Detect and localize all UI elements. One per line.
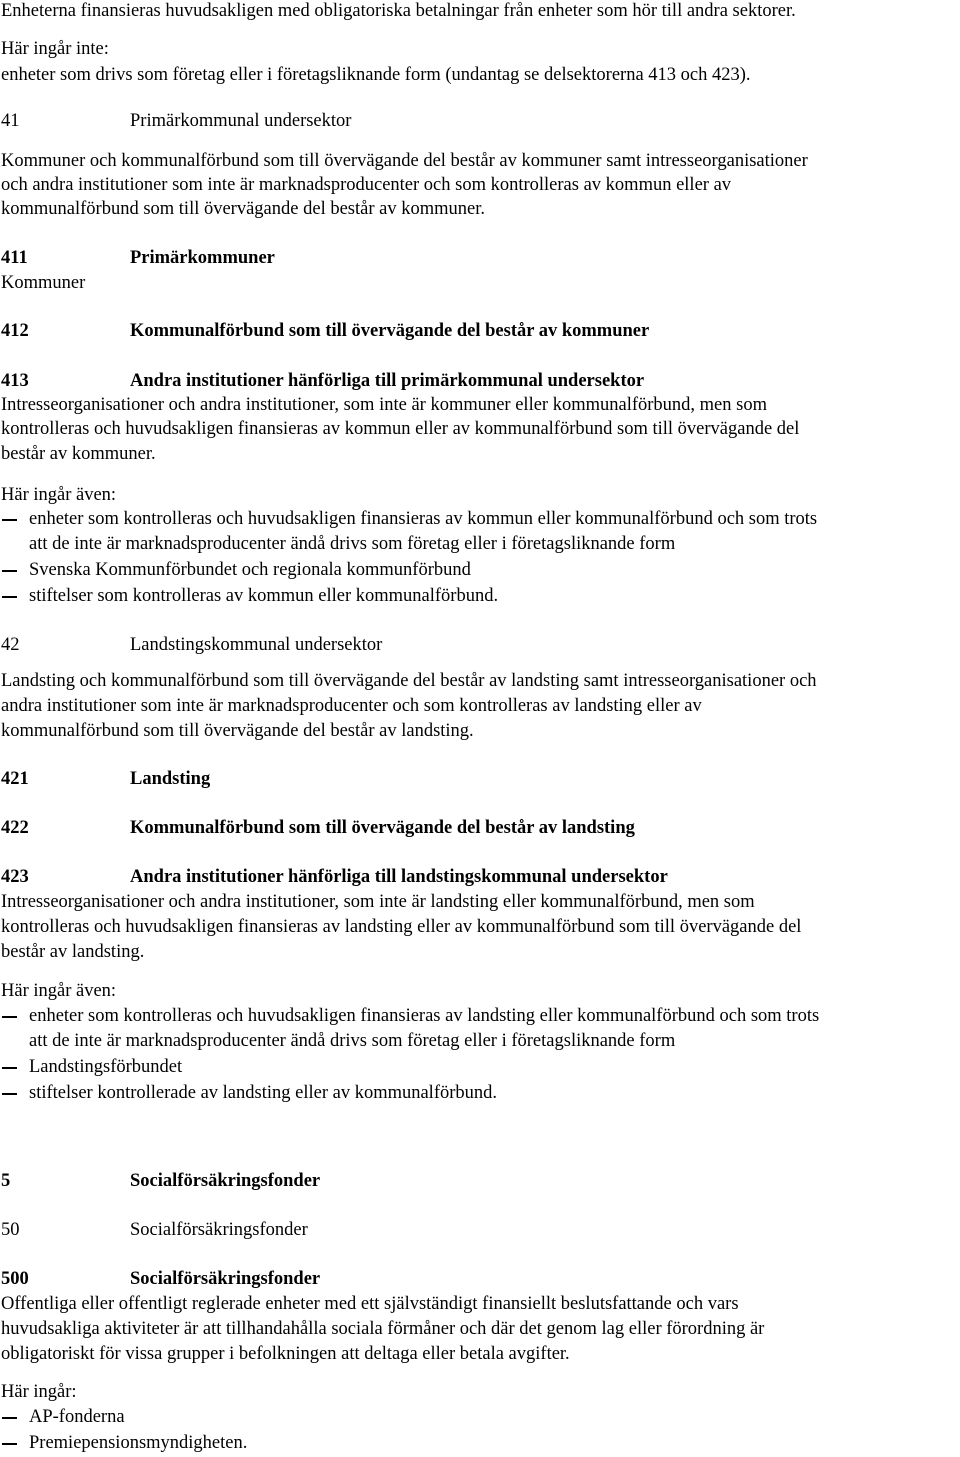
list-item: enheter som kontrolleras och huvudsakligen finansieras av kommun eller kommunalförbund och som trots xyxy=(29,509,818,529)
section-423-text: består av landsting. xyxy=(1,942,145,962)
section-42-text: andra institutioner som inte är marknadsproducenter och som kontrolleras av landsting eller av xyxy=(1,696,702,716)
section-41-text: kommunalförbund som till övervägande del består av kommuner. xyxy=(1,199,485,219)
section-412-number: 412 xyxy=(1,321,29,341)
inclusion-label: Här ingår: xyxy=(1,1382,77,1402)
section-423-text: kontrolleras och huvudsakligen finansieras av landsting eller av kommunalförbund som till övervägande del xyxy=(1,917,802,937)
section-413-title: Andra institutioner hänförliga till primärkommunal undersektor xyxy=(130,371,645,391)
section-413-text: består av kommuner. xyxy=(1,444,156,464)
section-412-title: Kommunalförbund som till övervägande del består av kommuner xyxy=(130,321,650,341)
section-42-text: Landsting och kommunalförbund som till övervägande del består av landsting samt intresseorganisationer och xyxy=(1,671,817,691)
list-item: Premiepensionsmyndigheten. xyxy=(29,1433,248,1453)
section-423-number: 423 xyxy=(1,867,29,887)
section-41-number: 41 xyxy=(1,111,20,131)
list-item: AP-fonderna xyxy=(29,1407,125,1427)
section-41-text: Kommuner och kommunalförbund som till övervägande del består av kommuner samt intresseorganisationer xyxy=(1,151,808,171)
dash-bullet xyxy=(2,596,17,598)
list-item-continuation: att de inte är marknadsproducenter ändå drivs som företag eller i företagsliknande form xyxy=(29,1031,676,1051)
section-500-number: 500 xyxy=(1,1269,29,1289)
section-5-number: 5 xyxy=(1,1171,11,1191)
section-500-text: Offentliga eller offentligt reglerade enheter med ett självständigt finansiellt beslutsfattande och vars xyxy=(1,1294,739,1314)
section-42-number: 42 xyxy=(1,635,20,655)
section-41-title: Primärkommunal undersektor xyxy=(130,111,352,131)
section-422-number: 422 xyxy=(1,818,29,838)
section-41-text: och andra institutioner som inte är marknadsproducenter och som kontrolleras av kommun eller av xyxy=(1,175,732,195)
section-411-number: 411 xyxy=(1,248,28,268)
section-413-number: 413 xyxy=(1,371,29,391)
dash-bullet xyxy=(2,1417,17,1419)
inclusion-label: Här ingår även: xyxy=(1,485,117,505)
section-5-title: Socialförsäkringsfonder xyxy=(130,1171,321,1191)
section-42-title: Landstingskommunal undersektor xyxy=(130,635,383,655)
dash-bullet xyxy=(2,1093,17,1095)
section-411-title: Primärkommuner xyxy=(130,248,275,268)
section-500-title: Socialförsäkringsfonder xyxy=(130,1269,321,1289)
list-item: Svenska Kommunförbundet och regionala kommunförbund xyxy=(29,560,471,580)
inclusion-label: Här ingår även: xyxy=(1,981,117,1001)
dash-bullet xyxy=(2,519,17,521)
section-422-title: Kommunalförbund som till övervägande del består av landsting xyxy=(130,818,635,838)
list-item: enheter som kontrolleras och huvudsakligen finansieras av landsting eller kommunalförbund och som trots xyxy=(29,1006,820,1026)
section-50-number: 50 xyxy=(1,1220,20,1240)
section-50-title: Socialförsäkringsfonder xyxy=(130,1220,308,1240)
dash-bullet xyxy=(2,1016,17,1018)
section-421-number: 421 xyxy=(1,769,29,789)
section-500-text: obligatoriskt för vissa grupper i befolkningen att deltaga eller betala avgifter. xyxy=(1,1344,570,1364)
section-500-text: huvudsakliga aktiviteter är att tillhandahålla sociala förmåner och där det genom lag eller förordning är xyxy=(1,1319,765,1339)
section-411-text: Kommuner xyxy=(1,273,86,293)
dash-bullet xyxy=(2,570,17,572)
list-item-continuation: att de inte är marknadsproducenter ändå drivs som företag eller i företagsliknande form xyxy=(29,534,676,554)
section-413-text: Intresseorganisationer och andra institutioner, som inte är kommuner eller kommunalförbund, men som xyxy=(1,395,767,415)
section-421-title: Landsting xyxy=(130,769,211,789)
list-item: stiftelser kontrollerade av landsting eller av kommunalförbund. xyxy=(29,1083,498,1103)
section-42-text: kommunalförbund som till övervägande del består av landsting. xyxy=(1,721,474,741)
dash-bullet xyxy=(2,1067,17,1069)
dash-bullet xyxy=(2,1443,17,1445)
exclusion-label: Här ingår inte: xyxy=(1,39,109,59)
intro-line: Enheterna finansieras huvudsakligen med obligatoriska betalningar från enheter som hör till andra sektorer. xyxy=(1,1,796,21)
section-413-text: kontrolleras och huvudsakligen finansieras av kommun eller av kommunalförbund som till övervägande del xyxy=(1,419,800,439)
list-item: Landstingsförbundet xyxy=(29,1057,183,1077)
list-item: stiftelser som kontrolleras av kommun eller kommunalförbund. xyxy=(29,586,499,606)
section-423-text: Intresseorganisationer och andra institutioner, som inte är landsting eller kommunalförbund, men som xyxy=(1,892,755,912)
exclusion-text: enheter som drivs som företag eller i företagsliknande form (undantag se delsektorerna 413 och 423). xyxy=(1,65,751,85)
section-423-title: Andra institutioner hänförliga till landstingskommunal undersektor xyxy=(130,867,668,887)
